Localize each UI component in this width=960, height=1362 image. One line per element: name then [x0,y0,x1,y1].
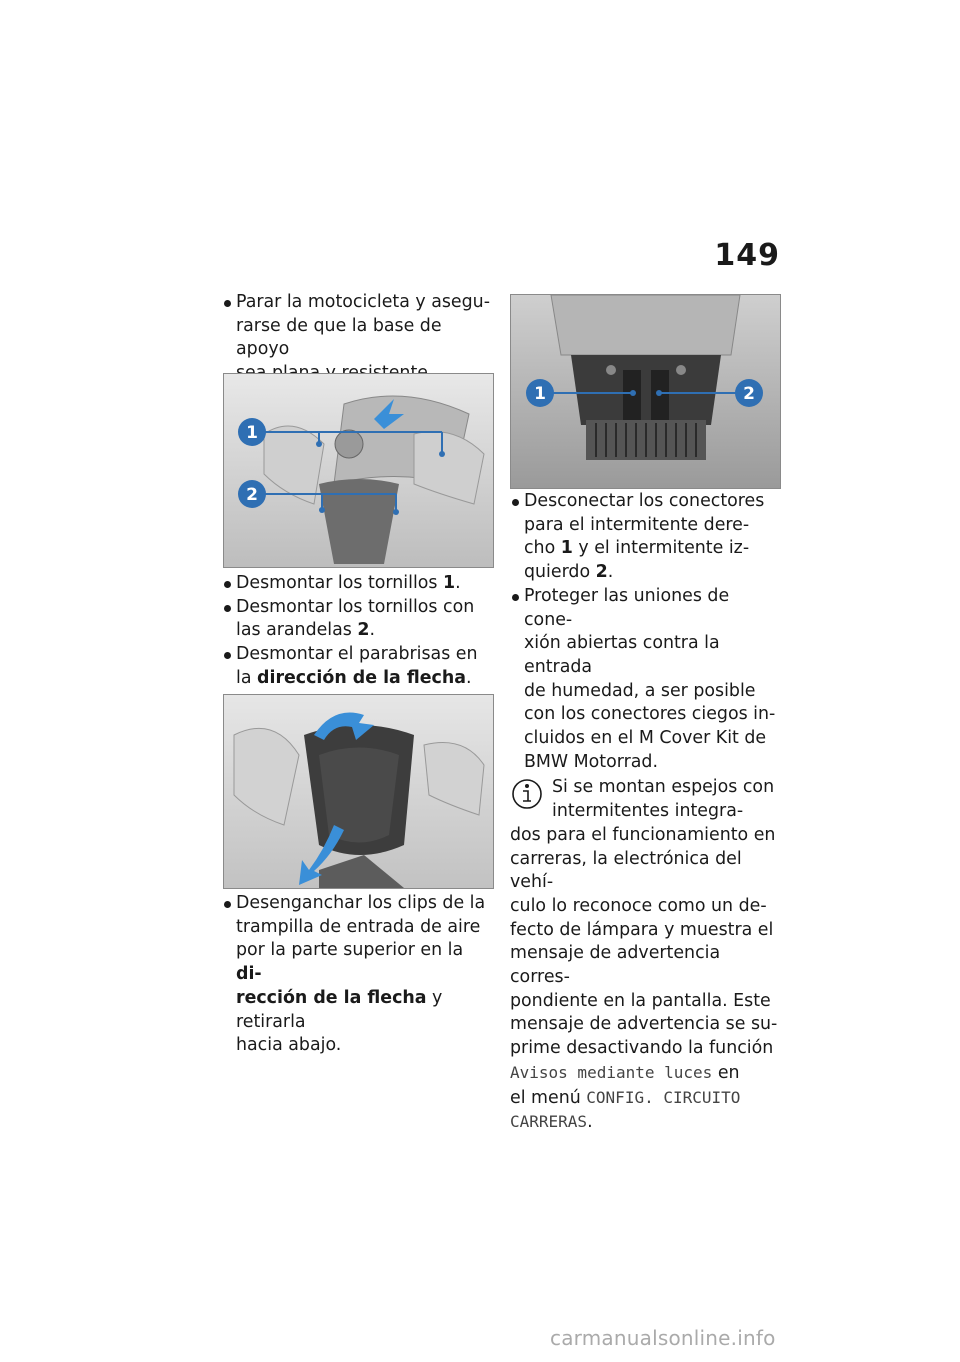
step-park-motorcycle: Parar la motocicleta y asegu- rarse de que la base de apoyo [222,291,492,386]
step-protect-connections: Proteger las uniones de cone- xión abiertas contra la entrada de humedad, a ser posible con los conectores ciegos in- cluidos en el M Cover Kit de BMW Motorrad. [510,585,780,775]
figure-windshield-screws [223,373,494,568]
step-remove-screws-washers: Desmontar los tornillos con las arandelas 2. [222,596,492,643]
left-steps-2 [222,572,492,691]
figure-connectors [510,294,781,489]
svg-text:2: 2 [743,384,755,404]
svg-text:2: 2 [246,485,258,505]
svg-text:1: 1 [246,423,258,443]
step-unclip-flap: Desenganchar los clips de la trampilla de entrada de aire por la parte superior en la di- rección de la flecha y retirarla hacia abajo. [222,892,492,1058]
info-note: Si se montan espejos con intermitentes integra- dos para el funcionamiento en carreras, la electrónica del vehí- culo lo reconoce como un de- fecto de lámpara y muestra el mensaje de advertencia corres- pondiente en la pantalla. Este mensaje de advertencia se su- prime desactivando la función Avisos mediante luces en el menú CONFIG. CIRCUITO CARRERAS. [510,777,778,1133]
figure-air-intake-flap [223,694,494,889]
right-column [510,490,780,1135]
info-icon [510,776,544,810]
step-remove-windshield: Desmontar el parabrisas en la dirección de la flecha. [222,643,492,690]
page-number: 149 [714,238,780,273]
step-remove-screws: Desmontar los tornillos 1. [222,572,492,596]
left-column [222,291,492,386]
svg-text:1: 1 [534,384,546,404]
watermark: carmanualsonline.info [550,1326,776,1350]
step-disconnect-connectors: Desconectar los conectores para el intermitente dere- cho 1 y el intermitente iz- quierdo 2. [510,490,780,585]
left-steps-3 [222,892,492,1058]
